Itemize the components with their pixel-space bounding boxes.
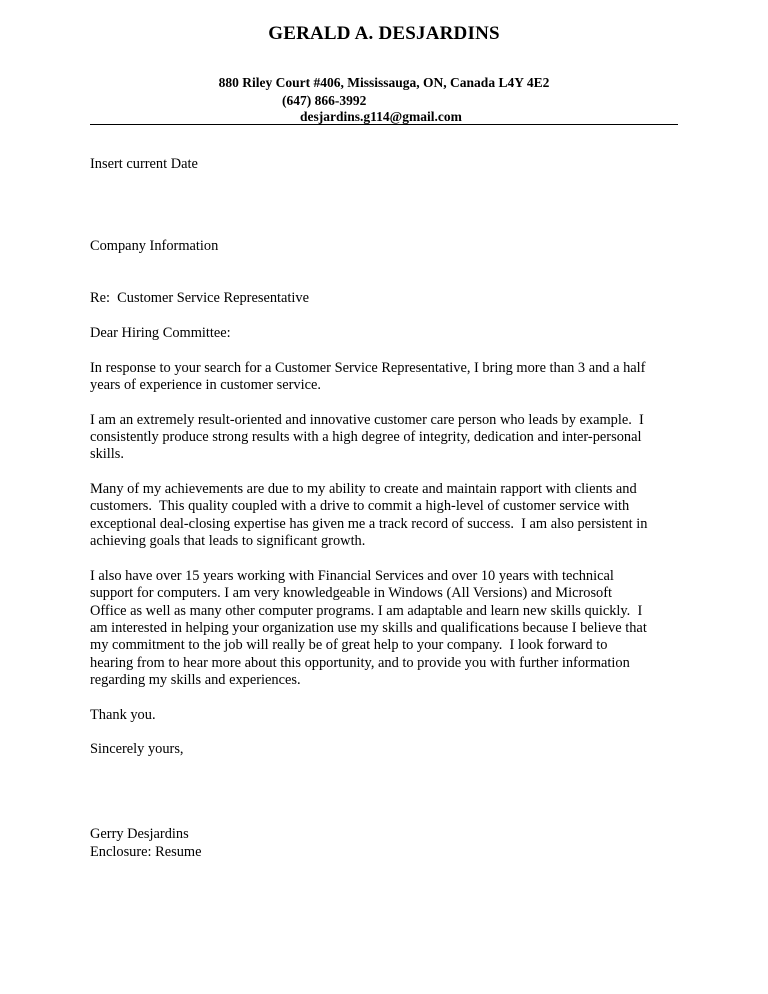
enclosure-line: Enclosure: Resume xyxy=(90,844,202,860)
paragraph-4-line-6: hearing from to hear more about this opportunity, and to provide you with further information xyxy=(90,655,630,671)
paragraph-3-line-2: customers. This quality coupled with a drive to commit a high-level of customer service with xyxy=(90,498,630,514)
sender-phone: (647) 866-3992 xyxy=(282,93,367,108)
paragraph-2-line-2: consistently produce strong results with a high degree of integrity, dedication and inter-personal xyxy=(90,429,642,445)
paragraph-4-line-7: regarding my skills and experiences. xyxy=(90,672,301,688)
paragraph-4-line-2: support for computers. I am very knowledgeable in Windows (All Versions) and Microsoft xyxy=(90,585,613,601)
letter-date: Insert current Date xyxy=(90,156,198,172)
paragraph-1-line-1: In response to your search for a Customer Service Representative, I bring more than 3 and a half xyxy=(90,360,646,376)
paragraph-4-line-4: am interested in helping your organization use my skills and qualifications because I believe that xyxy=(90,620,647,636)
paragraph-4-line-5: my commitment to the job will really be of great help to your company. I look forward to xyxy=(90,637,608,653)
closing-line: Sincerely yours, xyxy=(90,741,184,757)
paragraph-1-line-2: years of experience in customer service. xyxy=(90,377,321,393)
paragraph-3-line-1: Many of my achievements are due to my ability to create and maintain rapport with clients and xyxy=(90,481,637,497)
sender-email: desjardins.g114@gmail.com xyxy=(300,109,462,124)
header-divider xyxy=(90,124,678,125)
sender-address: 880 Riley Court #406, Mississauga, ON, Canada L4Y 4E2 xyxy=(218,75,550,90)
paragraph-2-line-1: I am an extremely result-oriented and innovative customer care person who leads by example. I xyxy=(90,412,644,428)
subject-line: Re: Customer Service Representative xyxy=(90,290,309,306)
paragraph-2-line-3: skills. xyxy=(90,446,124,462)
sender-name: GERALD A. DESJARDINS xyxy=(268,23,500,44)
paragraph-4-line-3: Office as well as many other computer programs. I am adaptable and learn new skills quickly. I xyxy=(90,603,643,619)
company-information: Company Information xyxy=(90,238,219,254)
paragraph-4-line-1: I also have over 15 years working with Financial Services and over 10 years with technical xyxy=(90,568,614,584)
paragraph-3-line-4: achieving goals that leads to significant growth. xyxy=(90,533,366,549)
thank-you-line: Thank you. xyxy=(90,707,156,723)
signature-name: Gerry Desjardins xyxy=(90,826,189,842)
salutation: Dear Hiring Committee: xyxy=(90,325,231,341)
paragraph-3-line-3: exceptional deal-closing expertise has given me a track record of success. I am also persistent in xyxy=(90,516,648,532)
